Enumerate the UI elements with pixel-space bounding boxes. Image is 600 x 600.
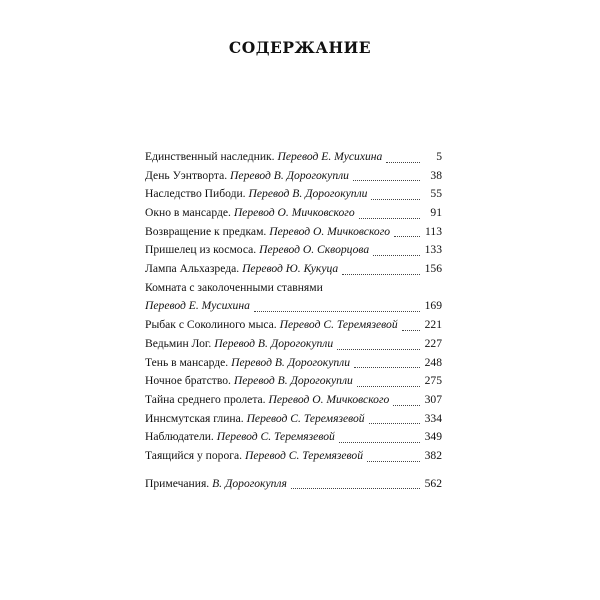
page-title: СОДЕРЖАНИЕ: [228, 38, 372, 57]
entry-translator: В. Дорогокупля: [212, 476, 287, 490]
toc-entry: [145, 391, 442, 410]
entry-page: 227: [424, 336, 442, 350]
dot-leader: [373, 254, 420, 256]
entry-translator: Перевод О. Мичковского: [268, 392, 390, 406]
entry-page: 156: [424, 262, 442, 276]
toc-entry: [145, 410, 442, 429]
entry-page: 248: [424, 355, 442, 369]
entry-translator: Перевод В. Дорогокупли: [230, 168, 349, 182]
entry-translator: Перевод В. Дорогокупли: [248, 187, 368, 201]
dot-leader: [394, 235, 420, 237]
entry-title: Рыбак с Соколиного мыса.: [145, 318, 277, 332]
dot-leader: [369, 422, 420, 424]
toc-entry: [145, 260, 442, 279]
entry-title: Иннсмутская глина.: [145, 411, 244, 425]
dot-leader: [393, 404, 420, 406]
toc-entry: [145, 316, 442, 335]
entry-title: Ведьмин Лог.: [145, 336, 212, 350]
dot-leader: [354, 366, 420, 368]
dot-leader: [353, 179, 420, 181]
entry-translator: Перевод Е. Мусихина: [145, 299, 250, 313]
toc-entry: [145, 185, 442, 204]
toc-entry-notes: [145, 475, 442, 494]
dot-leader: [339, 441, 420, 443]
entry-translator: Перевод С. Теремязевой: [279, 318, 398, 332]
entry-page: 349: [424, 430, 442, 444]
entry-title: Примечания.: [145, 476, 210, 490]
entry-title: Наблюдатели.: [145, 430, 214, 444]
dot-leader: [291, 487, 420, 489]
entry-translator: Перевод В. Дорогокупли: [231, 355, 351, 369]
dot-leader: [371, 198, 420, 200]
entry-title: Тень в мансарде.: [145, 355, 229, 369]
entry-title: Лампа Альхазреда.: [145, 262, 240, 276]
toc-entry: [145, 148, 442, 167]
toc-entry: [145, 447, 442, 466]
entry-translator: Перевод О. Мичковского: [233, 206, 355, 220]
entry-title: Таящийся у порога.: [145, 448, 243, 462]
entry-page: 275: [424, 374, 442, 388]
dot-leader: [357, 385, 420, 387]
dot-leader: [254, 310, 420, 312]
toc-entry: [145, 223, 442, 242]
entry-title: Окно в мансарде.: [145, 206, 231, 220]
entry-page: 334: [424, 411, 442, 425]
dot-leader: [386, 161, 420, 163]
entry-translator: Перевод В. Дорогокупли: [233, 374, 353, 388]
entry-title: Ночное братство.: [145, 374, 231, 388]
entry-translator: Перевод Ю. Кукуца: [242, 262, 339, 276]
entry-page: 38: [430, 168, 442, 182]
entry-title: Комната с заколоченными ставнями: [145, 280, 323, 294]
dot-leader: [367, 460, 420, 462]
entry-title: Возвращение к предкам.: [145, 224, 267, 238]
entry-title: Наследство Пибоди.: [145, 187, 246, 201]
dot-leader: [337, 348, 420, 350]
entry-page: 382: [424, 448, 442, 462]
entry-translator: Перевод С. Теремязевой: [244, 448, 364, 462]
toc-entry: [145, 241, 442, 260]
entry-page: 221: [424, 318, 442, 332]
entry-title: День Уэнтворта.: [145, 168, 228, 182]
entry-translator: Перевод Е. Мусихина: [277, 149, 383, 163]
toc-entry: [145, 204, 442, 223]
dot-leader: [402, 329, 420, 331]
entry-page: 169: [424, 299, 442, 313]
entry-page: 113: [425, 224, 442, 238]
toc-entry: [145, 167, 442, 186]
entry-title: Тайна среднего пролета.: [145, 392, 266, 406]
entry-translator: Перевод О. Мичковского: [269, 224, 391, 238]
entry-translator: Перевод С. Теремязевой: [216, 430, 335, 444]
table-of-contents: [145, 148, 442, 493]
entry-title: Единственный наследник.: [145, 149, 275, 163]
toc-entry: [145, 335, 442, 354]
entry-page: 55: [430, 187, 442, 201]
entry-page: 133: [424, 243, 442, 257]
toc-entry: [145, 279, 442, 316]
toc-entry: [145, 372, 442, 391]
entry-title: Пришелец из космоса.: [145, 243, 257, 257]
entry-page: 307: [424, 392, 442, 406]
dot-leader: [359, 217, 420, 219]
entry-translator: Перевод С. Теремязевой: [246, 411, 365, 425]
entry-translator: Перевод О. Скворцова: [259, 243, 370, 257]
entry-page: 91: [430, 206, 442, 220]
dot-leader: [342, 273, 420, 275]
toc-entry: [145, 428, 442, 447]
entry-page: 562: [424, 476, 442, 490]
entry-translator: Перевод В. Дорогокупли: [214, 336, 334, 350]
spacer: [145, 466, 442, 475]
entry-page: 5: [436, 149, 442, 163]
toc-entry: [145, 354, 442, 373]
